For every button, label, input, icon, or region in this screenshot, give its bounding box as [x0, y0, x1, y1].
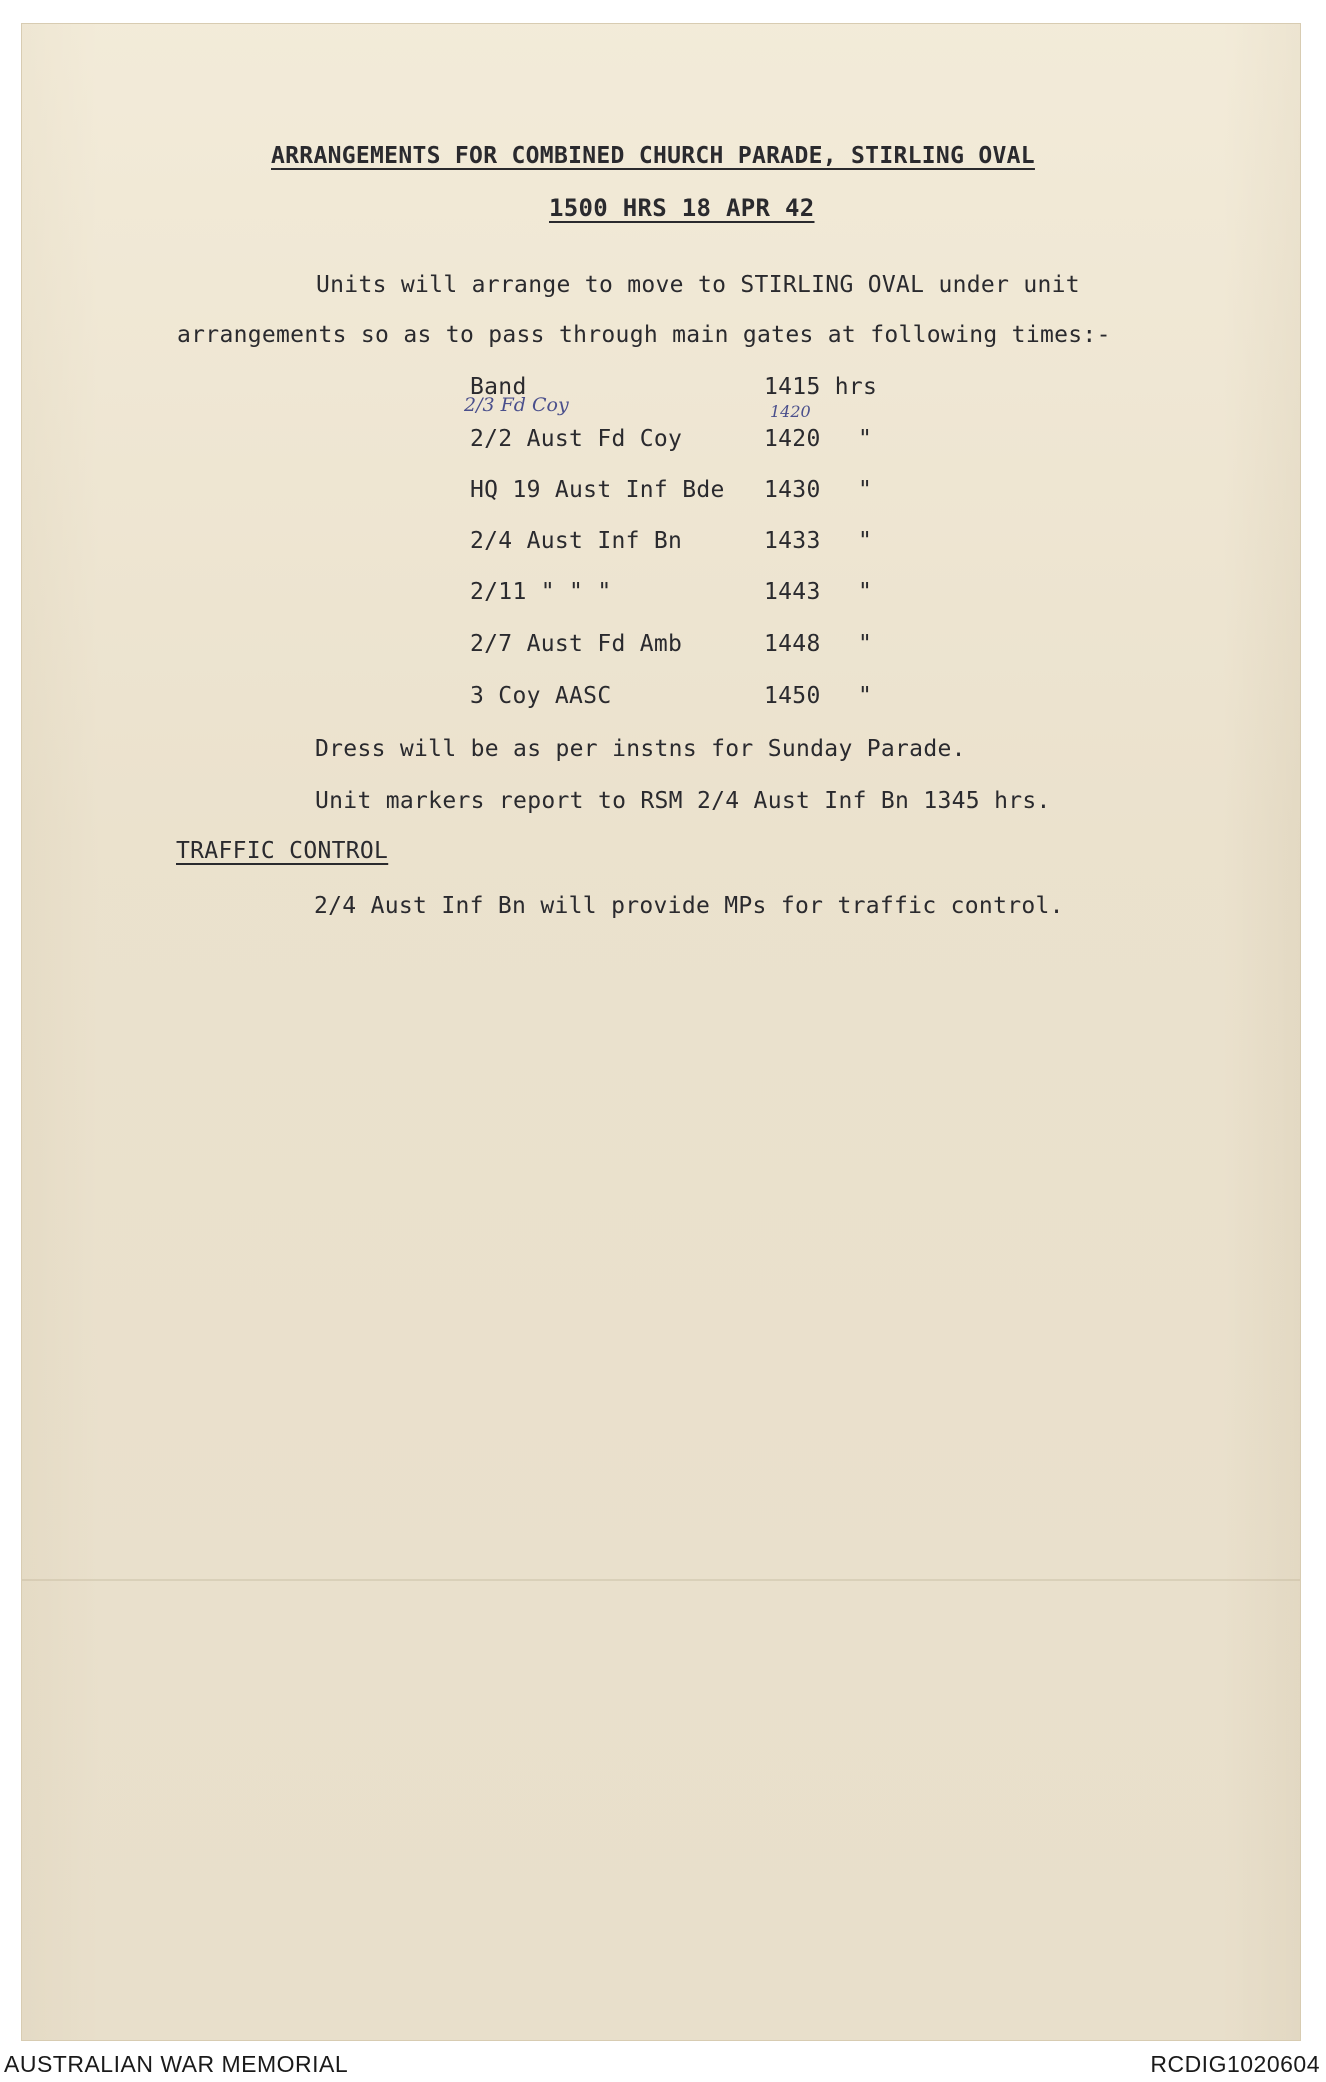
schedule-unit: 3 Coy AASC — [470, 683, 612, 709]
markers-instruction: Unit markers report to RSM 2/4 Aust Inf Bn 1345 hrs. — [315, 788, 1051, 814]
schedule-unit: 2/11 " " " — [470, 579, 612, 605]
schedule-unit: 2/4 Aust Inf Bn — [470, 528, 683, 554]
schedule-ditto-mark: " — [858, 528, 873, 554]
dress-instruction: Dress will be as per instns for Sunday Parade. — [315, 736, 966, 762]
traffic-control-heading: TRAFFIC CONTROL — [176, 838, 389, 864]
intro-line-2: arrangements so as to pass through main gates at following times:- — [177, 322, 1111, 348]
schedule-time: 1415 hrs — [764, 374, 878, 400]
schedule-row — [0, 530, 1326, 560]
schedule-unit: 2/2 Aust Fd Coy — [470, 426, 683, 452]
schedule-ditto-mark: " — [858, 426, 873, 452]
schedule-row — [0, 376, 1326, 406]
schedule-ditto-mark: " — [858, 477, 873, 503]
schedule-time: 1433 — [764, 528, 821, 554]
handwritten-time-note: 1420 — [770, 402, 811, 421]
paper-fold-line — [22, 1579, 1300, 1581]
schedule-ditto-mark: " — [858, 631, 873, 657]
schedule-unit: Band — [470, 374, 527, 400]
schedule-unit: 2/7 Aust Fd Amb — [470, 631, 683, 657]
handwritten-unit-note: 2/3 Fd Coy — [464, 394, 569, 416]
schedule-row — [0, 633, 1326, 663]
schedule-time: 1443 — [764, 579, 821, 605]
schedule-time: 1430 — [764, 477, 821, 503]
schedule-time: 1450 — [764, 683, 821, 709]
document-title: ARRANGEMENTS FOR COMBINED CHURCH PARADE, STIRLING OVAL — [271, 143, 1035, 169]
schedule-ditto-mark: " — [858, 683, 873, 709]
schedule-row — [0, 581, 1326, 611]
document-subtitle: 1500 HRS 18 APR 42 — [549, 194, 815, 222]
schedule-row — [0, 685, 1326, 715]
schedule-unit: HQ 19 Aust Inf Bde — [470, 477, 725, 503]
schedule-row — [0, 428, 1326, 458]
schedule-time: 1420 — [764, 426, 821, 452]
intro-line-1: Units will arrange to move to STIRLING OVAL under unit — [316, 272, 1080, 298]
footer-record-id: RCDIG1020604 — [1150, 2051, 1320, 2077]
schedule-time: 1448 — [764, 631, 821, 657]
schedule-ditto-mark: " — [858, 579, 873, 605]
footer-credit: AUSTRALIAN WAR MEMORIAL — [4, 2051, 349, 2077]
traffic-control-instruction: 2/4 Aust Inf Bn will provide MPs for traffic control. — [314, 893, 1064, 919]
schedule-row — [0, 479, 1326, 509]
